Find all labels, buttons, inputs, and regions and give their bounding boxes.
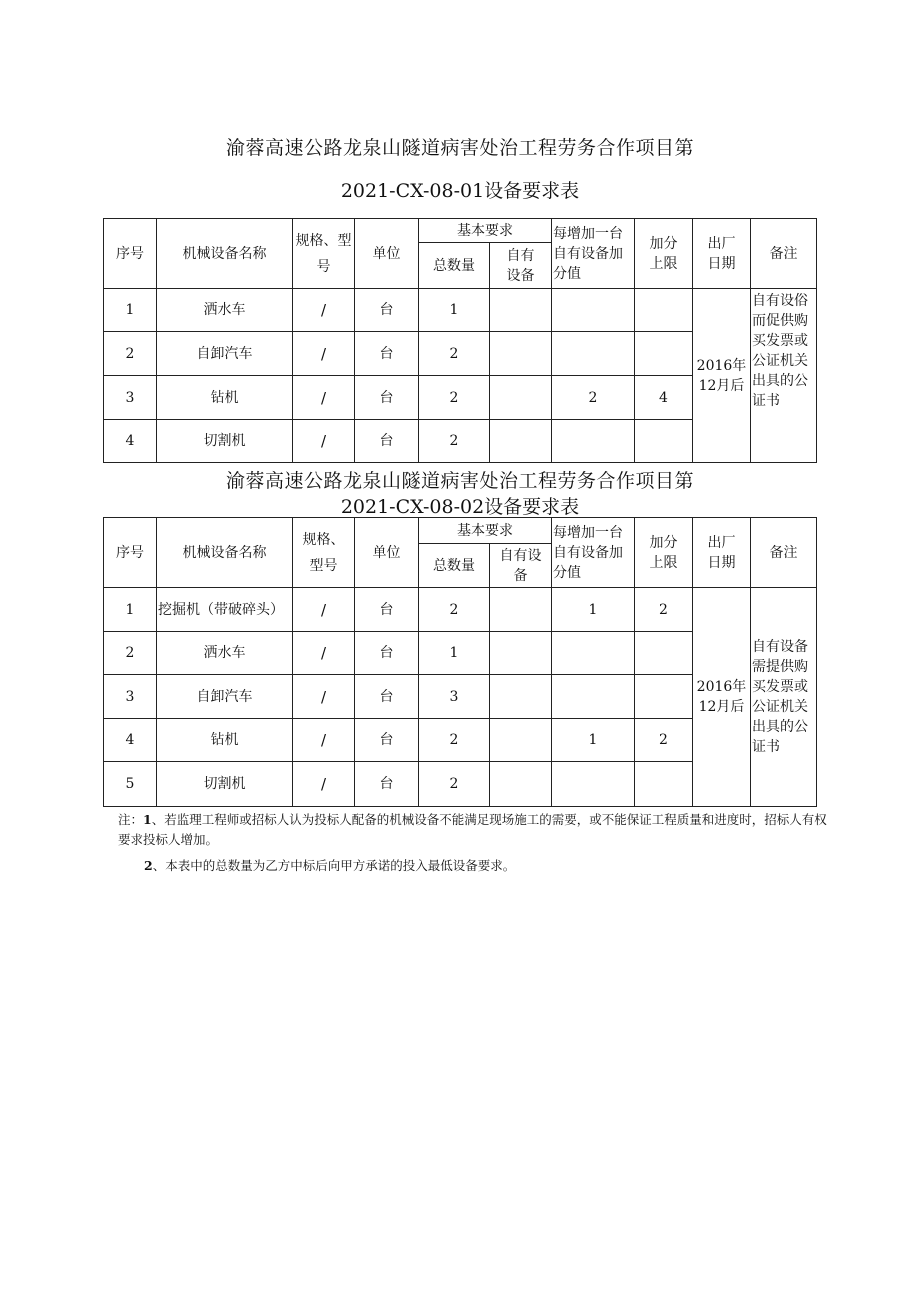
cell-own	[490, 675, 552, 719]
cell-cap: 2	[635, 588, 693, 632]
cell-total: 2	[419, 376, 490, 420]
cell-name: 自卸汽车	[157, 332, 293, 376]
note-1-text: 、若监理工程师或招标人认为投标人配备的机械设备不能满足现场施工的需要，或不能保证工程质量和进度时，招标人有权要求投标人增加。	[118, 812, 827, 847]
cell-seq: 1	[104, 588, 157, 632]
cell-own	[490, 420, 552, 463]
table1-title-line1: 渝蓉高速公路龙泉山隧道病害处治工程劳务合作项目第	[225, 137, 694, 159]
cell-cap	[635, 632, 693, 675]
header-extra: 每增加一台自有设备加分值	[552, 518, 635, 588]
cell-total: 2	[419, 588, 490, 632]
table2-title-line2: 2021-CX-08-02设备要求表	[340, 496, 580, 518]
cell-total: 1	[419, 289, 490, 332]
cell-own	[490, 588, 552, 632]
cell-name: 洒水车	[157, 289, 293, 332]
cell-extra: 1	[552, 719, 635, 762]
cell-seq: 2	[104, 332, 157, 376]
note-2-text: 、本表中的总数量为乙方中标后向甲方承诺的投入最低设备要求。	[152, 858, 516, 873]
cell-total: 2	[419, 420, 490, 463]
cell-unit: 台	[355, 632, 419, 675]
cell-spec: /	[293, 675, 355, 719]
header-total: 总数量	[419, 544, 490, 588]
header-name: 机械设备名称	[157, 518, 293, 588]
cell-unit: 台	[355, 675, 419, 719]
cell-spec: /	[293, 719, 355, 762]
header-remark: 备注	[751, 518, 817, 588]
cell-extra	[552, 762, 635, 807]
note-2-number: 2	[144, 858, 153, 873]
cell-total: 2	[419, 332, 490, 376]
cell-unit: 台	[355, 719, 419, 762]
header-total: 总数量	[419, 243, 490, 289]
cell-extra	[552, 420, 635, 463]
header-basic: 基本要求	[419, 219, 552, 243]
header-unit: 单位	[355, 219, 419, 289]
cell-spec: /	[293, 332, 355, 376]
header-unit: 单位	[355, 518, 419, 588]
header-extra: 每增加一台自有设备加分值	[552, 219, 635, 289]
cell-extra: 1	[552, 588, 635, 632]
cell-seq: 4	[104, 420, 157, 463]
cell-seq: 2	[104, 632, 157, 675]
header-spec: 规格、型号	[293, 518, 355, 588]
cell-seq: 3	[104, 675, 157, 719]
header-seq: 序号	[104, 219, 157, 289]
cell-unit: 台	[355, 376, 419, 420]
cell-cap	[635, 762, 693, 807]
cell-own	[490, 376, 552, 420]
cell-seq: 3	[104, 376, 157, 420]
note-label: 注：	[118, 812, 144, 827]
cell-spec: /	[293, 632, 355, 675]
cell-remark: 自有设俗而促供购买发票或公证机关出具的公证书	[751, 289, 817, 463]
header-cap: 加分上限	[635, 219, 693, 289]
cell-extra: 2	[552, 376, 635, 420]
table1-title-line2: 2021-CX-08-01设备要求表	[340, 180, 580, 202]
cell-total: 2	[419, 719, 490, 762]
cell-date: 2016年12月后	[693, 588, 751, 807]
cell-own	[490, 762, 552, 807]
table-row	[104, 289, 817, 332]
cell-spec: /	[293, 376, 355, 420]
cell-unit: 台	[355, 762, 419, 807]
header-date: 出厂日期	[693, 219, 751, 289]
table2-title-line1: 渝蓉高速公路龙泉山隧道病害处治工程劳务合作项目第	[225, 470, 694, 492]
cell-date: 2016年12月后	[693, 289, 751, 463]
cell-cap	[635, 420, 693, 463]
cell-name: 洒水车	[157, 632, 293, 675]
cell-total: 1	[419, 632, 490, 675]
header-basic: 基本要求	[419, 518, 552, 544]
cell-own	[490, 289, 552, 332]
cell-unit: 台	[355, 420, 419, 463]
cell-spec: /	[293, 588, 355, 632]
cell-total: 3	[419, 675, 490, 719]
cell-spec: /	[293, 289, 355, 332]
cell-name: 切割机	[157, 420, 293, 463]
equipment-table-2	[103, 517, 817, 807]
cell-spec: /	[293, 420, 355, 463]
cell-spec: /	[293, 762, 355, 807]
header-remark: 备注	[751, 219, 817, 289]
note-2	[144, 856, 864, 876]
cell-cap	[635, 289, 693, 332]
cell-unit: 台	[355, 588, 419, 632]
cell-own	[490, 632, 552, 675]
note-1	[118, 810, 838, 850]
header-cap: 加分上限	[635, 518, 693, 588]
header-seq: 序号	[104, 518, 157, 588]
cell-extra	[552, 632, 635, 675]
cell-name: 切割机	[157, 762, 293, 807]
table-row	[104, 588, 817, 632]
header-date: 出厂日期	[693, 518, 751, 588]
cell-seq: 1	[104, 289, 157, 332]
cell-cap: 2	[635, 719, 693, 762]
cell-name: 自卸汽车	[157, 675, 293, 719]
equipment-table-1	[103, 218, 817, 463]
cell-extra	[552, 289, 635, 332]
cell-extra	[552, 675, 635, 719]
cell-name: 钻机	[157, 376, 293, 420]
cell-unit: 台	[355, 332, 419, 376]
cell-cap	[635, 332, 693, 376]
cell-extra	[552, 332, 635, 376]
cell-unit: 台	[355, 289, 419, 332]
header-own: 自有设备	[490, 544, 552, 588]
cell-own	[490, 719, 552, 762]
cell-cap: 4	[635, 376, 693, 420]
note-1-number: 1	[143, 812, 152, 827]
cell-total: 2	[419, 762, 490, 807]
cell-seq: 4	[104, 719, 157, 762]
cell-name: 钻机	[157, 719, 293, 762]
cell-remark: 自有设备需提供购买发票或公证机关出具的公证书	[751, 588, 817, 807]
cell-cap	[635, 675, 693, 719]
header-name: 机械设备名称	[157, 219, 293, 289]
cell-own	[490, 332, 552, 376]
header-own: 自有设备	[490, 243, 552, 289]
cell-name: 挖掘机（带破碎头）	[157, 588, 293, 632]
cell-seq: 5	[104, 762, 157, 807]
header-spec: 规格、型号	[293, 219, 355, 289]
